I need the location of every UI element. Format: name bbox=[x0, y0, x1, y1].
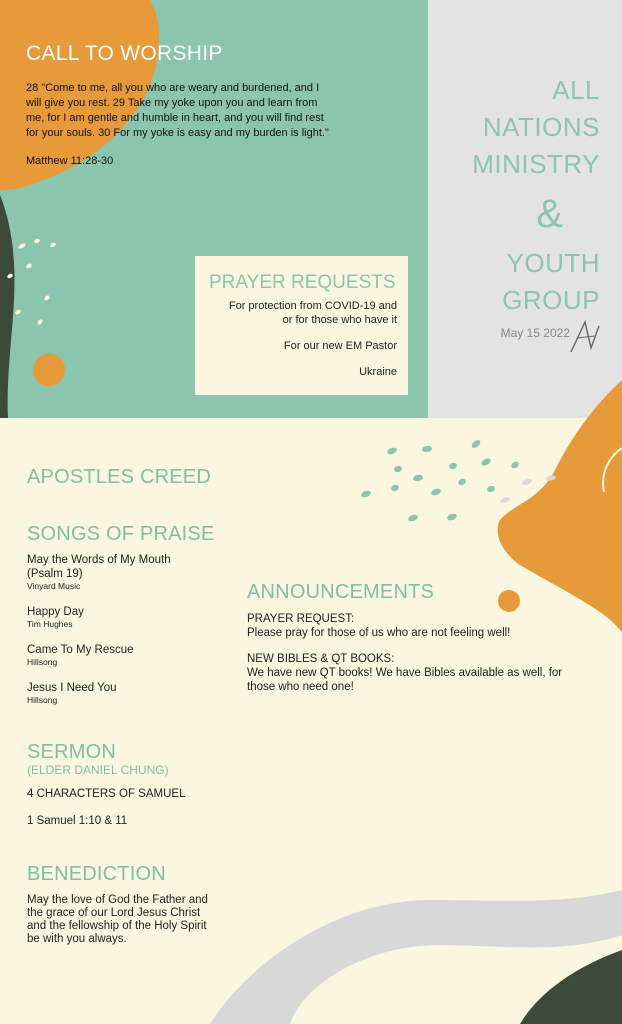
sermon-topic: 4 CHARACTERS OF SAMUEL bbox=[27, 788, 186, 800]
prayer-request-item: For protection from COVID-19 and or for those who have it bbox=[228, 300, 397, 326]
prayer-request-item: For our new EM Pastor bbox=[283, 340, 397, 352]
call-to-worship-verse: 28 "Come to me, all you who are weary and burdened, and I will give you rest. 29 Take my yoke upon you and learn from me, for I am gentle and humble in heart, and you will find rest for your souls. 30 For my yoke is easy and my burden is light." bbox=[26, 82, 329, 139]
sermon-title: SERMON bbox=[27, 741, 116, 763]
song-name: Came To My Rescue bbox=[27, 644, 134, 656]
song-artist: Hillsong bbox=[27, 657, 58, 667]
announcement-body: We have new QT books! We have Bibles available as well, for those who need one! bbox=[247, 667, 563, 693]
sermon-speaker: (ELDER DANIEL CHUNG) bbox=[27, 763, 169, 777]
song-item bbox=[27, 605, 197, 629]
announcement-body: Please pray for those of us who are not feeling well! bbox=[247, 627, 511, 639]
song-name: May the Words of My Mouth (Psalm 19) bbox=[27, 554, 171, 580]
call-to-worship-section bbox=[26, 42, 336, 167]
prayer-requests-title: PRAYER REQUESTS bbox=[209, 272, 396, 293]
an-logo bbox=[569, 318, 601, 354]
sermon-passage: 1 Samuel 1:10 & 11 bbox=[27, 815, 128, 827]
call-to-worship-title: CALL TO WORSHIP bbox=[26, 42, 223, 65]
song-artist: Vinyard Music bbox=[27, 581, 81, 591]
prayer-request-item: Ukraine bbox=[359, 366, 397, 378]
song-name: Jesus I Need You bbox=[27, 682, 117, 694]
ministry-line-youth: YOUTH bbox=[506, 248, 600, 278]
announcement-heading: NEW BIBLES & QT BOOKS: bbox=[247, 653, 395, 665]
announcements-title: ANNOUNCEMENTS bbox=[247, 581, 435, 603]
announcements-list bbox=[247, 612, 587, 694]
song-artist: Tim Hughes bbox=[27, 619, 73, 629]
song-artist: Hillsong bbox=[27, 695, 58, 705]
ministry-line-ministry: MINISTRY bbox=[472, 149, 600, 179]
ministry-date: May 15 2022 bbox=[500, 326, 570, 340]
ministry-line-group: GROUP bbox=[502, 285, 600, 315]
ministry-ampersand: & bbox=[536, 192, 564, 236]
song-name: Happy Day bbox=[27, 606, 84, 618]
benediction-text: May the love of God the Father and the grace of our Lord Jesus Christ and the fellowship of the Holy Spirit be with you always. bbox=[27, 894, 208, 945]
call-to-worship-reference: Matthew 11:28-30 bbox=[26, 155, 114, 167]
songs-title: SONGS OF PRAISE bbox=[27, 523, 215, 545]
song-item bbox=[27, 681, 197, 705]
song-item bbox=[27, 553, 197, 591]
announcement-heading: PRAYER REQUEST: bbox=[247, 613, 355, 625]
announcement-item bbox=[247, 612, 587, 640]
ministry-line-all: ALL bbox=[552, 75, 600, 105]
benediction-title: BENEDICTION bbox=[27, 863, 166, 885]
songs-list bbox=[27, 553, 197, 705]
song-item bbox=[27, 643, 197, 667]
ministry-line-nations: NATIONS bbox=[482, 112, 600, 142]
ministry-title bbox=[440, 72, 600, 319]
apostles-creed-title: APOSTLES CREED bbox=[27, 466, 211, 488]
announcement-item bbox=[247, 652, 587, 694]
prayer-requests-box bbox=[195, 256, 408, 395]
